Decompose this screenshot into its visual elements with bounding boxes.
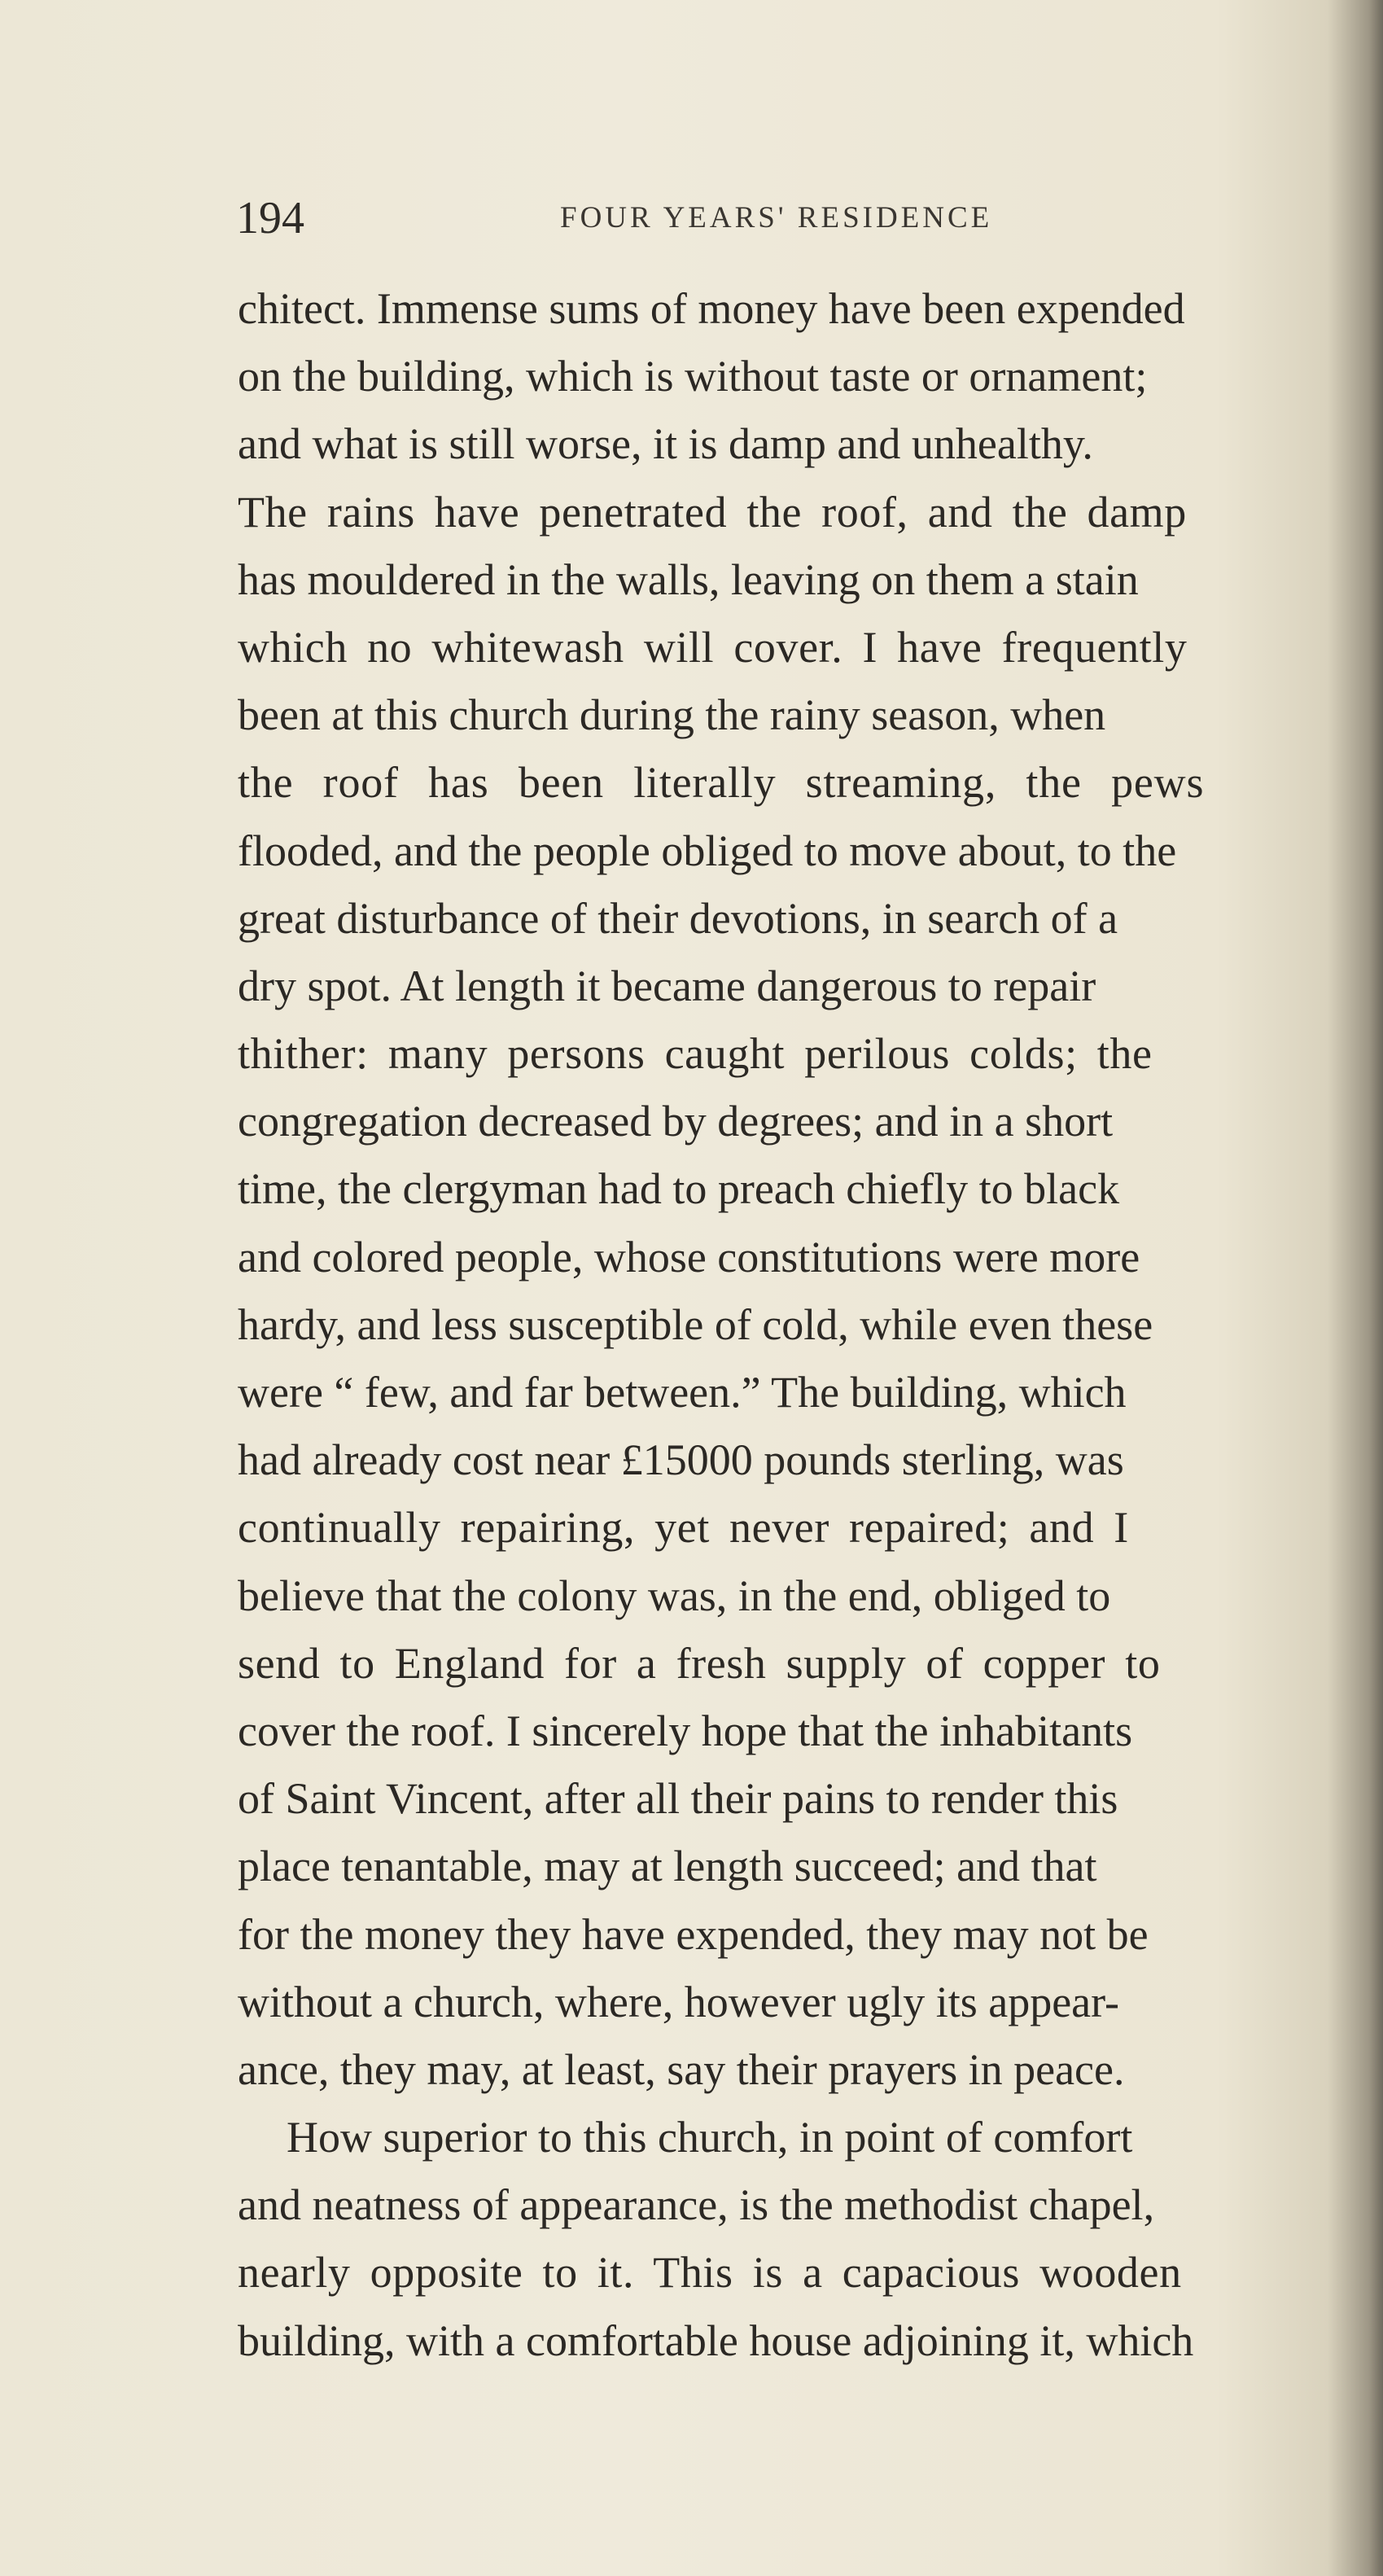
text-line: the roof has been literally streaming, the pews <box>238 758 1205 808</box>
text-line: nearly opposite to it. This is a capacious wooden <box>238 2248 1182 2298</box>
text-line: place tenantable, may at length succeed; and that <box>238 1842 1097 1891</box>
text-line: great disturbance of their devotions, in search of a <box>238 893 1118 943</box>
text-line: congregation decreased by degrees; and in a short <box>238 1097 1114 1146</box>
text-line: without a church, where, however ugly its appear- <box>238 1977 1120 2026</box>
text-line: thither: many persons caught perilous colds; the <box>238 1029 1153 1079</box>
text-line: cover the roof. I sincerely hope that the inhabitants <box>238 1706 1133 1755</box>
text-line: hardy, and less susceptible of cold, while even these <box>238 1299 1153 1349</box>
text-line: ance, they may, at least, say their prayers in peace. <box>238 2044 1125 2094</box>
text-line: building, with a comfortable house adjoining it, which <box>238 2315 1194 2365</box>
text-line: been at this church during the rainy season, when <box>238 690 1106 740</box>
text-line: dry spot. At length it became dangerous to repair <box>238 961 1096 1010</box>
text-line: for the money they have expended, they may not be <box>238 1909 1149 1959</box>
text-line: were “ few, and far between.” The building, which <box>238 1368 1127 1417</box>
text-line: send to England for a fresh supply of copper to <box>238 1638 1161 1688</box>
text-line: believe that the colony was, in the end, obliged to <box>238 1571 1111 1620</box>
text-line: and what is still worse, it is damp and unhealthy. <box>238 419 1093 469</box>
text-line: How superior to this church, in point of comfort <box>287 2113 1133 2162</box>
text-line: and neatness of appearance, is the methodist chapel, <box>238 2180 1155 2230</box>
text-line: continually repairing, yet never repaired; and I <box>238 1503 1129 1553</box>
page-number: 194 <box>236 193 304 243</box>
text-line: has mouldered in the walls, leaving on them a stain <box>238 554 1139 604</box>
running-head: FOUR YEARS' RESIDENCE <box>560 201 993 234</box>
text-line: which no whitewash will cover. I have frequently <box>238 622 1188 672</box>
text-line: flooded, and the people obliged to move about, to the <box>238 826 1177 875</box>
text-line: The rains have penetrated the roof, and the damp <box>238 487 1187 537</box>
text-line: chitect. Immense sums of money have been expended <box>238 284 1185 333</box>
text-line: on the building, which is without taste or ornament; <box>238 352 1148 401</box>
text-line: had already cost near £15000 pounds sterling, was <box>238 1435 1124 1485</box>
text-line: and colored people, whose constitutions were more <box>238 1232 1140 1281</box>
body-text <box>238 275 1377 2375</box>
text-line: time, the clergyman had to preach chiefly to black <box>238 1164 1120 1214</box>
page-header <box>236 186 1070 251</box>
text-line: of Saint Vincent, after all their pains to render this <box>238 1774 1118 1824</box>
